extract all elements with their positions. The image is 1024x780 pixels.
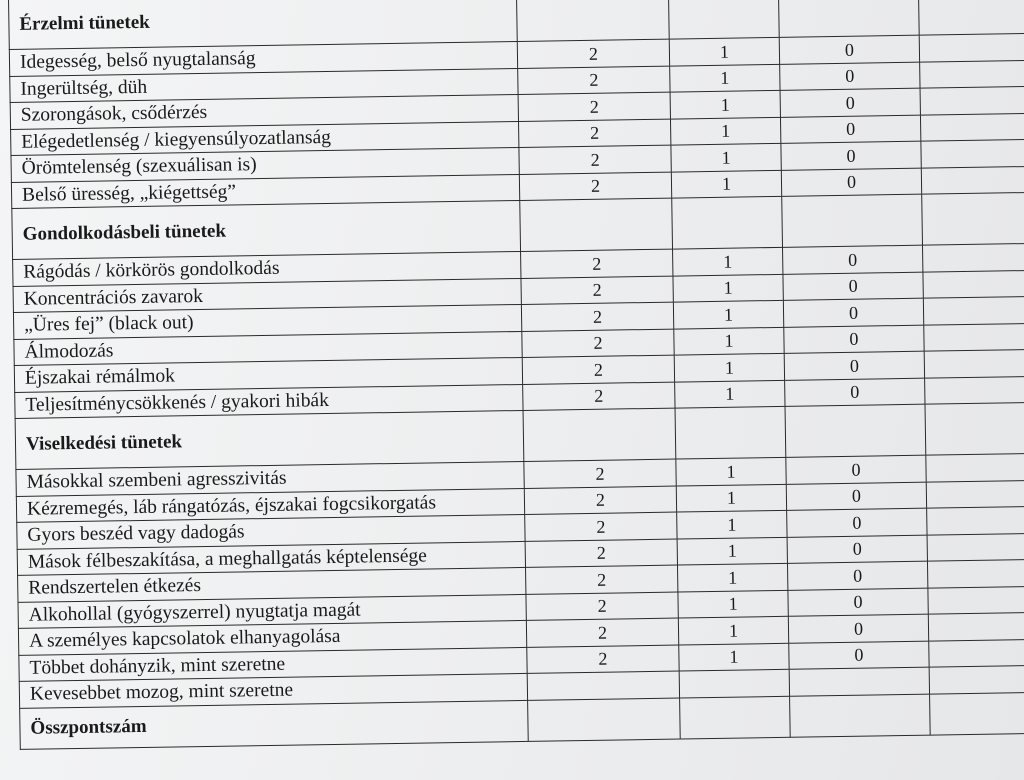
- total-cell-c: [790, 694, 931, 737]
- score-2-cell: 2: [517, 39, 669, 68]
- symptom-label: Álmodozás: [14, 331, 522, 365]
- score-sum-cell: [929, 665, 1024, 694]
- score-2-cell: 2: [527, 645, 679, 674]
- score-2-cell: 2: [522, 355, 674, 384]
- symptom-label: Belső üresség, „kiégettség”: [11, 174, 519, 208]
- score-2-cell: [527, 671, 679, 700]
- section-title: Viselkedési tünetek: [15, 410, 524, 469]
- score-0-cell: 0: [784, 351, 924, 380]
- score-1-cell: 1: [677, 563, 787, 591]
- score-1-cell: 1: [678, 616, 788, 644]
- score-2-cell: 2: [525, 512, 677, 541]
- symptom-label: Többet dohányzik, mint szeretne: [19, 647, 527, 681]
- score-sum-cell: [927, 533, 1024, 562]
- symptom-label: „Üres fej” (black out): [13, 304, 521, 338]
- score-sum-cell: [927, 506, 1024, 535]
- total-label: Összpontszám: [20, 700, 529, 749]
- score-0-cell: 0: [788, 614, 928, 643]
- symptom-label: Rendszertelen étkezés: [18, 567, 526, 601]
- score-1-cell: 1: [676, 457, 786, 485]
- score-sum-cell: [926, 480, 1024, 509]
- score-0-cell: 0: [780, 115, 920, 144]
- section-header-cell: [516, 0, 669, 42]
- symptom-label: Rágódás / körkörös gondolkodás: [13, 251, 521, 285]
- section-header-cell: [672, 196, 783, 249]
- score-2-cell: 2: [518, 66, 670, 95]
- symptom-label: Gyors beszéd vagy dadogás: [17, 514, 525, 548]
- symptom-label: A személyes kapcsolatok elhanyagolása: [18, 620, 526, 654]
- score-sum-cell: [920, 60, 1024, 89]
- symptom-label: Idegesség, belső nyugtalanság: [9, 42, 517, 76]
- score-sum-cell: [929, 639, 1024, 668]
- section-header-cell: [922, 192, 1024, 245]
- symptom-label: Örömtelenség (szexuálisan is): [11, 147, 519, 181]
- score-sum-cell: [928, 586, 1024, 615]
- score-sum-cell: [926, 453, 1024, 482]
- score-sum-cell: [924, 349, 1024, 378]
- score-1-cell: [679, 669, 789, 697]
- score-sum-cell: [921, 166, 1024, 195]
- score-1-cell: 1: [673, 300, 783, 328]
- score-2-cell: 2: [524, 459, 676, 488]
- score-1-cell: 1: [670, 64, 780, 92]
- score-2-cell: 2: [521, 249, 673, 278]
- score-1-cell: 1: [678, 590, 788, 618]
- section-header-cell: [918, 0, 1024, 35]
- score-0-cell: 0: [779, 35, 919, 64]
- score-2-cell: 2: [521, 276, 673, 305]
- score-0-cell: 0: [781, 168, 921, 197]
- symptom-label: Mások félbeszakítása, a meghallgatás képtelensége: [17, 541, 525, 575]
- score-2-cell: 2: [523, 382, 675, 411]
- score-sum-cell: [927, 559, 1024, 588]
- total-cell-d: [930, 692, 1024, 735]
- score-0-cell: 0: [787, 561, 927, 590]
- score-2-cell: 2: [518, 92, 670, 121]
- score-sum-cell: [921, 139, 1024, 168]
- score-0-cell: [789, 667, 929, 696]
- score-1-cell: 1: [677, 510, 787, 538]
- section-title: Érzelmi tünetek: [9, 0, 518, 49]
- score-0-cell: 0: [788, 588, 928, 617]
- score-0-cell: 0: [781, 141, 921, 170]
- table-body: [9, 0, 1024, 749]
- score-2-cell: 2: [521, 302, 673, 331]
- score-2-cell: 2: [526, 592, 678, 621]
- symptom-label: Koncentrációs zavarok: [13, 278, 521, 312]
- score-2-cell: 2: [524, 486, 676, 515]
- score-1-cell: 1: [675, 380, 785, 408]
- total-cell-a: [528, 698, 681, 741]
- symptom-label: Éjszakai rémálmok: [14, 357, 522, 391]
- total-cell-b: [680, 696, 791, 739]
- score-1-cell: 1: [669, 37, 779, 65]
- score-0-cell: 0: [789, 641, 929, 670]
- score-1-cell: 1: [676, 484, 786, 512]
- score-2-cell: 2: [519, 172, 671, 201]
- section-header-cell: [668, 0, 779, 39]
- score-sum-cell: [920, 86, 1024, 115]
- symptom-label: Kézremegés, láb rángatózás, éjszakai fogcsikorgatás: [16, 488, 524, 522]
- score-2-cell: 2: [525, 539, 677, 568]
- symptom-label: Teljesítménycsökkenés / gyakori hibák: [15, 384, 523, 418]
- score-1-cell: 1: [671, 170, 781, 198]
- score-0-cell: 0: [783, 272, 923, 301]
- symptom-label: Alkohollal (gyógyszerrel) nyugtatja magát: [18, 594, 526, 628]
- score-1-cell: 1: [673, 274, 783, 302]
- score-2-cell: 2: [526, 565, 678, 594]
- symptom-score-table: [8, 0, 1024, 749]
- score-1-cell: 1: [677, 537, 787, 565]
- score-0-cell: 0: [780, 62, 920, 91]
- score-sum-cell: [925, 376, 1024, 405]
- score-1-cell: 1: [673, 247, 783, 275]
- score-sum-cell: [920, 113, 1024, 142]
- score-0-cell: 0: [786, 482, 926, 511]
- section-header-cell: [785, 404, 926, 457]
- symptom-label: Másokkal szembeni agresszivitás: [16, 461, 524, 495]
- symptom-label: Kevesebbet mozog, mint szeretne: [19, 673, 527, 707]
- score-2-cell: 2: [522, 329, 674, 358]
- score-sum-cell: [923, 296, 1024, 325]
- score-1-cell: 1: [670, 90, 780, 118]
- score-sum-cell: [922, 243, 1024, 272]
- score-0-cell: 0: [780, 88, 920, 117]
- score-1-cell: 1: [679, 643, 789, 671]
- score-sum-cell: [928, 612, 1024, 641]
- score-0-cell: 0: [783, 298, 923, 327]
- symptom-label: Elégedetlenség / kiegyensúlyozatlanság: [11, 121, 519, 155]
- score-sum-cell: [923, 270, 1024, 299]
- section-header-cell: [782, 194, 923, 247]
- score-1-cell: 1: [674, 353, 784, 381]
- section-header-cell: [675, 406, 786, 459]
- score-0-cell: 0: [784, 325, 924, 354]
- symptom-label: Szorongások, csődérzés: [10, 94, 518, 128]
- score-2-cell: 2: [519, 145, 671, 174]
- score-0-cell: 0: [783, 245, 923, 274]
- symptom-label: Ingerültség, düh: [10, 68, 518, 102]
- section-title: Gondolkodásbeli tünetek: [12, 200, 521, 259]
- score-1-cell: 1: [671, 143, 781, 171]
- score-0-cell: 0: [787, 508, 927, 537]
- score-2-cell: 2: [526, 618, 678, 647]
- score-0-cell: 0: [786, 455, 926, 484]
- score-1-cell: 1: [670, 117, 780, 145]
- score-2-cell: 2: [518, 119, 670, 148]
- score-sum-cell: [924, 323, 1024, 352]
- section-header-cell: [778, 0, 919, 37]
- score-0-cell: 0: [785, 378, 925, 407]
- section-header-cell: [523, 408, 676, 461]
- score-1-cell: 1: [674, 327, 784, 355]
- section-header-cell: [925, 402, 1024, 455]
- score-0-cell: 0: [787, 535, 927, 564]
- score-sum-cell: [919, 33, 1024, 62]
- section-header-cell: [520, 198, 673, 251]
